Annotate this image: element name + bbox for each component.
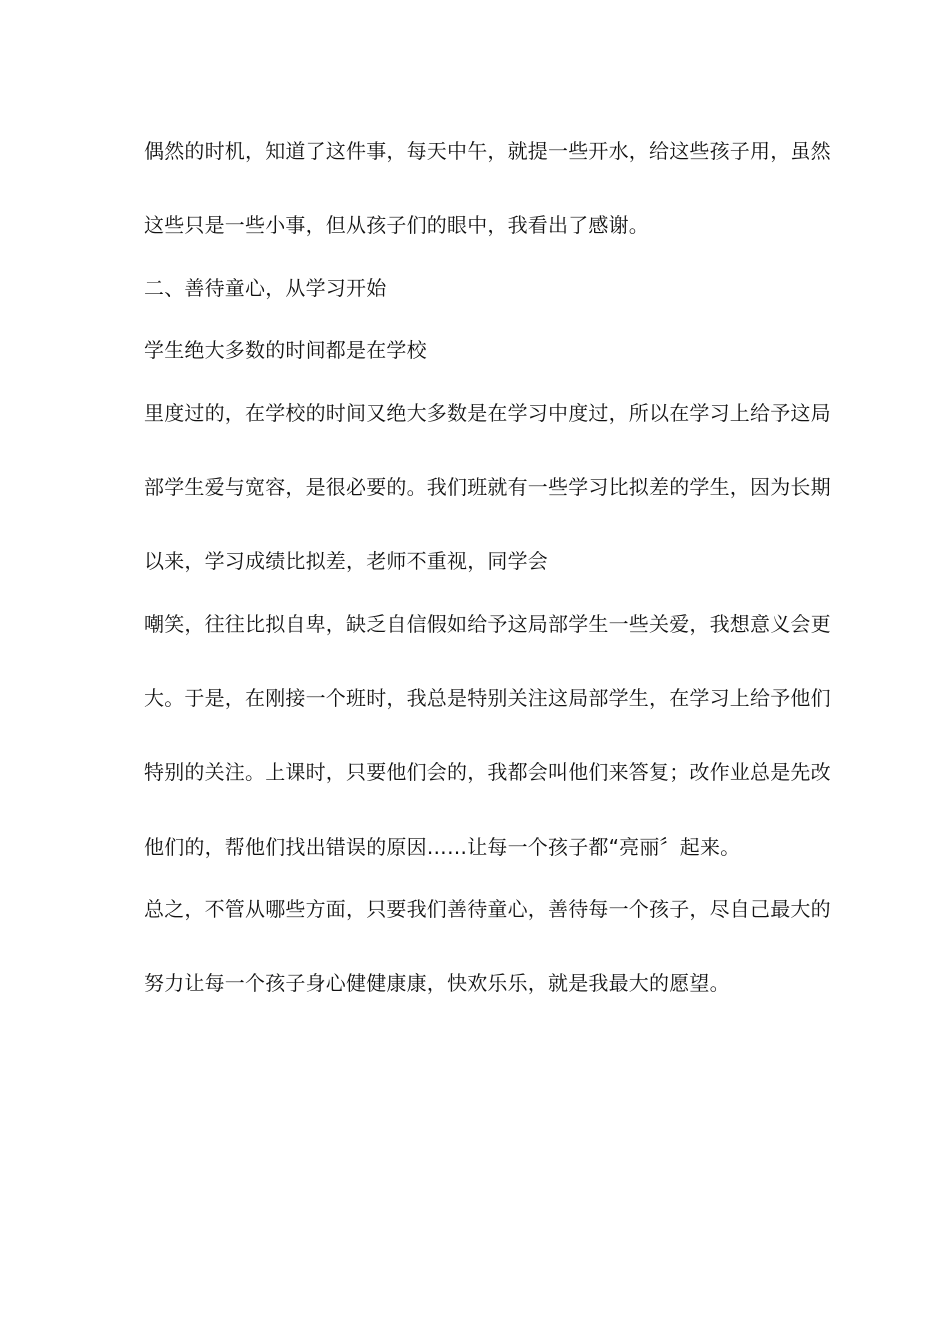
text-line: 偶然的时机，知道了这件事，每天中午，就提一些开水，给这些孩子用，虽然: [144, 139, 831, 163]
text-line: 里度过的，在学校的时间又绝大多数是在学习中度过，所以在学习上给予这局: [144, 401, 831, 425]
text-line: 努力让每一个孩子身心健健康康，快欢乐乐，就是我最大的愿望。: [144, 971, 730, 995]
text-line: 特别的关注。上课时，只要他们会的，我都会叫他们来答复；改作业总是先改: [144, 760, 831, 784]
text-line: 学生绝大多数的时间都是在学校: [144, 338, 427, 362]
text-line: 大。于是，在刚接一个班时，我总是特别关注这局部学生，在学习上给予他们: [144, 686, 831, 710]
text-line: 部学生爱与宽容，是很必要的。我们班就有一些学习比拟差的学生，因为长期: [144, 475, 831, 499]
text-line: 嘲笑，往往比拟自卑，缺乏自信假如给予这局部学生一些关爱，我想意义会更: [144, 612, 831, 636]
text-line: 总之，不管从哪些方面，只要我们善待童心，善待每一个孩子，尽自己最大的: [144, 897, 831, 921]
text-line: 以来，学习成绩比拟差，老师不重视，同学会: [144, 549, 548, 573]
text-line: 这些只是一些小事，但从孩子们的眼中，我看出了感谢。: [144, 213, 649, 237]
section-heading: 二、善待童心，从学习开始: [144, 276, 387, 300]
text-line: 他们的，帮他们找出错误的原因……让每一个孩子都“亮丽〞起来。: [144, 835, 741, 859]
